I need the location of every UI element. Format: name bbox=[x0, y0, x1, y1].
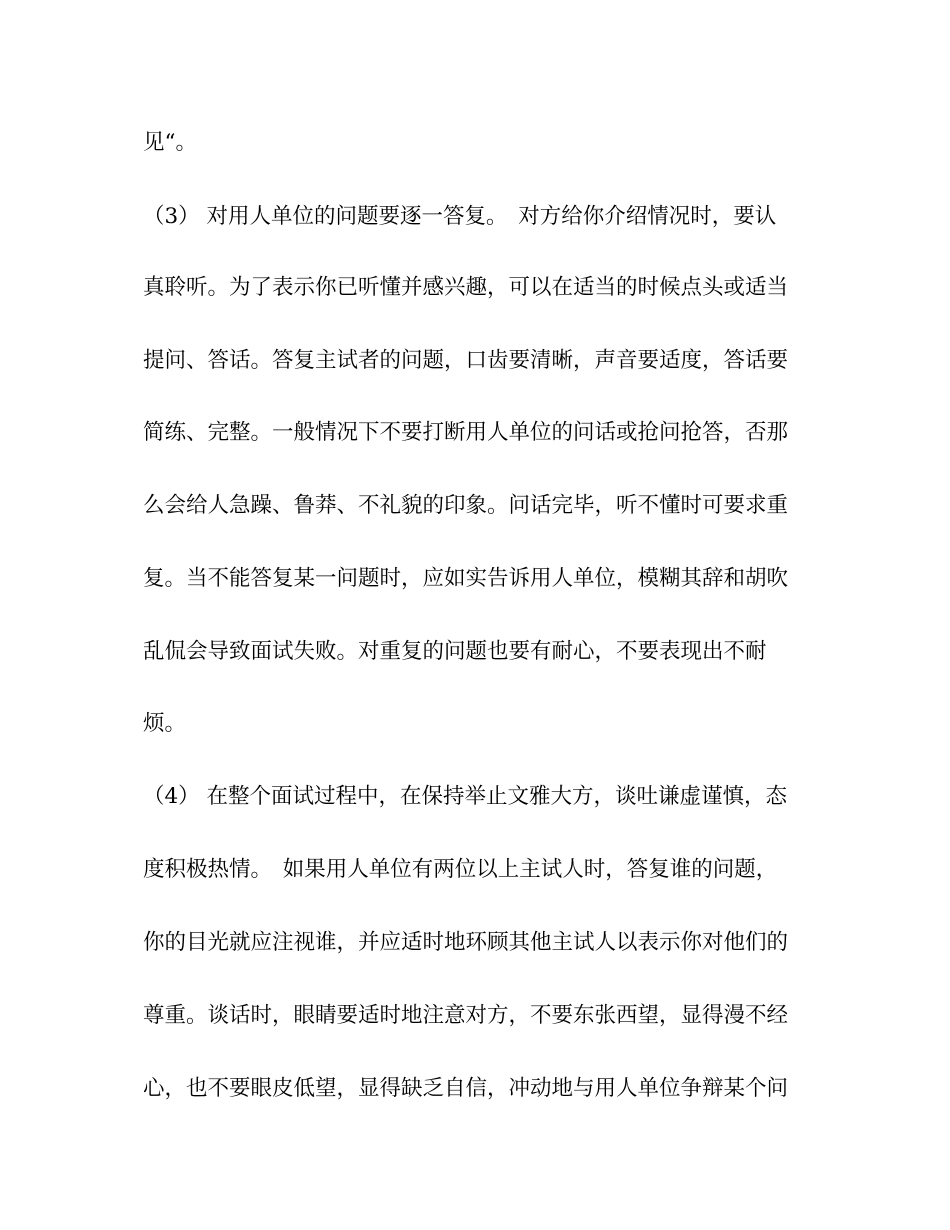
text-line: 真聆听。为了表示你已听懂并感兴趣，可以在适当的时候点头或适当 bbox=[143, 275, 789, 300]
text-line: 提问、答话。答复主试者的问题，口齿要清晰，声音要适度，答话要 bbox=[143, 348, 789, 373]
text-line: （3） 对用人单位的问题要逐一答复。 对方给你介绍情况时，要认 bbox=[143, 204, 777, 229]
text-line: （4） 在整个面试过程中，在保持举止文雅大方，谈吐谦虚谨慎，态 bbox=[143, 784, 788, 809]
text-line: 心，也不要眼皮低望，显得缺乏自信，冲动地与用人单位争辩某个问 bbox=[143, 1076, 789, 1101]
text-line: 简练、完整。一般情况下不要打断用人单位的问话或抢问抢答，否那 bbox=[143, 420, 789, 445]
text-line: 么会给人急躁、鲁莽、不礼貌的印象。问话完毕，听不懂时可要求重 bbox=[143, 493, 789, 518]
text-line: 乱侃会导致面试失败。对重复的问题也要有耐心，不要表现出不耐 bbox=[143, 639, 767, 664]
text-line: 你的目光就应注视谁，并应适时地环顾其他主试人以表示你对他们的 bbox=[143, 930, 789, 955]
text-line: 复。当不能答复某一问题时，应如实告诉用人单位，模糊其辞和胡吹 bbox=[143, 566, 789, 591]
text-line: 烦。 bbox=[143, 711, 187, 736]
text-line: 尊重。谈话时，眼睛要适时地注意对方，不要东张西望，显得漫不经 bbox=[143, 1003, 789, 1028]
text-line: 见“。 bbox=[143, 130, 197, 155]
text-line: 度积极热情。 如果用人单位有两位以上主试人时，答复谁的问题， bbox=[143, 857, 778, 882]
